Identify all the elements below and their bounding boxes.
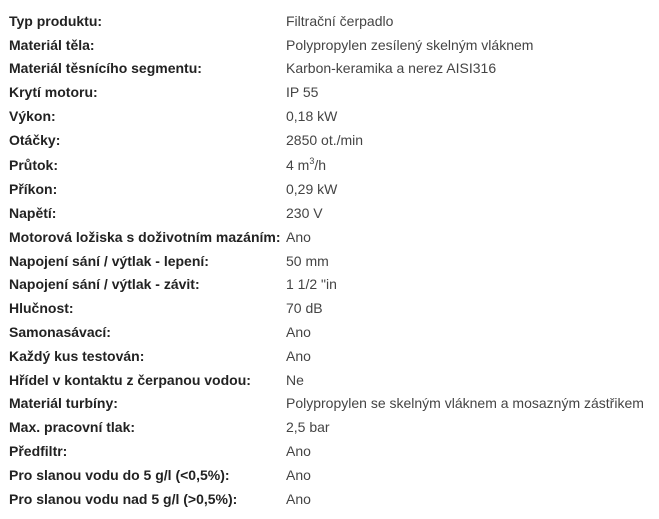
spec-value: 70 dB [286, 300, 323, 317]
spec-label: Napětí: [9, 204, 57, 221]
spec-row-rpm [0, 128, 659, 152]
spec-row-body-material [0, 33, 659, 57]
spec-label: Materiál těsnícího segmentu: [9, 60, 202, 77]
spec-label: Motorová ložiska s doživotním mazáním: [9, 228, 281, 245]
spec-label: Max. pracovní tlak: [9, 419, 136, 436]
spec-value: 0,29 kW [286, 181, 338, 198]
spec-value: Ano [286, 442, 311, 459]
spec-value: Filtrační čerpadlo [286, 12, 394, 29]
spec-label: Předfiltr: [9, 442, 68, 459]
specification-table [0, 9, 659, 510]
spec-value: Polypropylen se skelným vláknem a mosazným zástřikem [286, 395, 644, 412]
spec-row-connection-glued [0, 249, 659, 273]
spec-label: Průtok: [9, 156, 58, 173]
spec-label: Krytí motoru: [9, 84, 98, 101]
spec-value: 2850 ot./min [286, 131, 364, 148]
flow-value-main: 4 m [286, 156, 310, 173]
flow-value-superscript: 3 [309, 155, 315, 166]
spec-row-seal-material [0, 57, 659, 81]
flow-value-suffix: /h [314, 156, 327, 173]
spec-label: Hlučnost: [9, 300, 74, 317]
spec-value: Ne [286, 371, 304, 388]
spec-row-connection-thread [0, 272, 659, 296]
spec-label: Materiál těla: [9, 36, 95, 53]
spec-label: Pro slanou vodu do 5 g/l (<0,5%): [9, 466, 230, 483]
spec-label: Materiál turbíny: [9, 395, 118, 412]
spec-value: 1 1/2 "in [286, 276, 337, 293]
spec-row-voltage [0, 201, 659, 225]
spec-row-product-type [0, 9, 659, 33]
spec-row-tested [0, 344, 659, 368]
spec-value: Ano [286, 228, 311, 245]
spec-label: Napojení sání / výtlak - lepení: [9, 252, 209, 269]
spec-label: Napojení sání / výtlak - závit: [9, 276, 200, 293]
spec-row-max-pressure [0, 415, 659, 439]
spec-row-noise [0, 296, 659, 320]
spec-value: 0,18 kW [286, 108, 338, 125]
spec-label: Samonasávací: [9, 323, 111, 340]
spec-value: IP 55 [286, 84, 319, 101]
spec-value: Polypropylen zesílený skelným vláknem [286, 36, 534, 53]
spec-row-flow [0, 152, 659, 178]
spec-label: Pro slanou vodu nad 5 g/l (>0,5%): [9, 490, 238, 507]
spec-label: Výkon: [9, 108, 56, 125]
spec-row-power [0, 104, 659, 128]
spec-row-prefilter [0, 439, 659, 463]
spec-row-turbine-material [0, 391, 659, 415]
spec-label: Každý kus testován: [9, 347, 145, 364]
spec-row-saltwater-low [0, 463, 659, 487]
spec-row-motor-protection [0, 80, 659, 104]
spec-value: Karbon-keramika a nerez AISI316 [286, 60, 497, 77]
spec-row-bearings [0, 225, 659, 249]
spec-value: Ano [286, 466, 311, 483]
spec-label: Hřídel v kontaktu z čerpanou vodou: [9, 371, 251, 388]
spec-row-self-priming [0, 320, 659, 344]
spec-label: Typ produktu: [9, 12, 103, 29]
spec-row-shaft [0, 368, 659, 392]
spec-value: Ano [286, 323, 311, 340]
spec-label: Příkon: [9, 181, 58, 198]
spec-value: 2,5 bar [286, 419, 330, 436]
spec-value: 230 V [286, 204, 323, 221]
spec-value: 50 mm [286, 252, 329, 269]
spec-value: Ano [286, 490, 311, 507]
spec-row-input-power [0, 177, 659, 201]
spec-value: Ano [286, 347, 311, 364]
spec-row-saltwater-high [0, 487, 659, 511]
spec-value [286, 157, 326, 173]
spec-label: Otáčky: [9, 131, 61, 148]
